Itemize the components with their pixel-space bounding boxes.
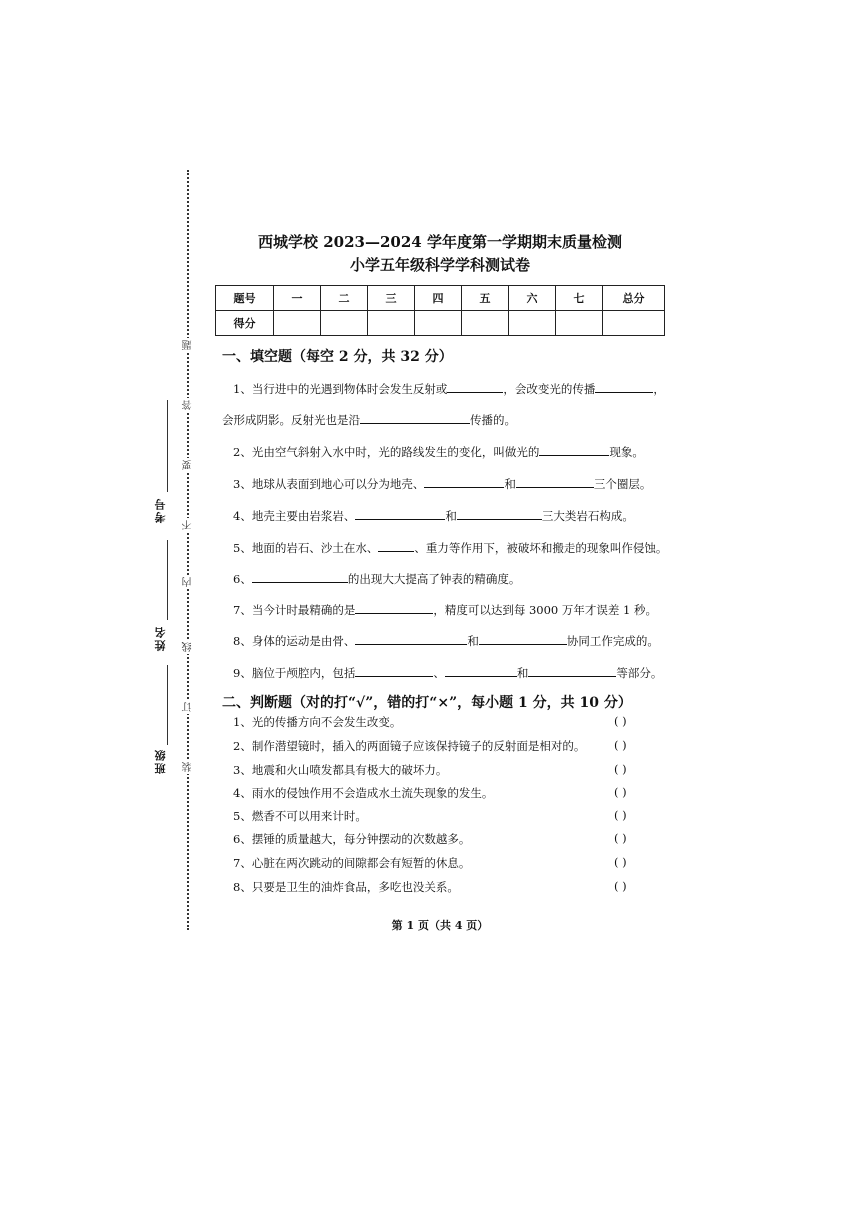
question-6: [233, 570, 520, 587]
binding-warning-char: 订: [183, 702, 194, 712]
question-text: 等部分。: [616, 666, 663, 680]
binding-warning-char: 答: [183, 400, 194, 410]
binding-warning-char: 题: [183, 340, 194, 350]
table-cell: 一: [274, 286, 321, 311]
answer-blank[interactable]: [252, 570, 348, 583]
question-2: [233, 443, 644, 460]
name-label: 姓名: [154, 625, 167, 651]
question-text: 和: [467, 634, 479, 648]
binding-warning-char: 线: [183, 642, 194, 652]
question-text: 协同工作完成的。: [566, 634, 659, 648]
exam-number-line: [167, 400, 168, 492]
answer-blank[interactable]: [539, 443, 609, 456]
answer-parentheses[interactable]: ( ): [614, 762, 627, 776]
score-input-cell[interactable]: [462, 311, 509, 336]
question-text: 、: [433, 666, 445, 680]
binding-warning-char: 内: [183, 577, 194, 587]
question-text: ，: [653, 382, 665, 396]
table-cell: 总分: [603, 286, 665, 311]
question-text: 和: [445, 509, 457, 523]
answer-blank[interactable]: [378, 539, 414, 552]
score-input-cell[interactable]: [368, 311, 415, 336]
answer-parentheses[interactable]: ( ): [614, 808, 627, 822]
answer-blank[interactable]: [355, 507, 445, 520]
question-text: 9、脑位于颅腔内，包括: [233, 666, 356, 680]
answer-blank[interactable]: [595, 380, 653, 393]
judgment-item-1: 1、光的传播方向不会发生改变。: [233, 715, 402, 729]
question-text: 现象。: [609, 445, 644, 459]
question-text: ，会改变光的传播: [503, 382, 596, 396]
question-1-continued: [222, 411, 516, 428]
question-text: 3、地球从表面到地心可以分为地壳、: [233, 477, 425, 491]
answer-blank[interactable]: [424, 475, 504, 488]
table-cell: 六: [509, 286, 556, 311]
question-8: [233, 632, 659, 649]
exam-title: 西城学校 2023—2024 学年度第一学期期末质量检测: [258, 233, 622, 251]
judgment-item-2: 2、制作潜望镜时，插入的两面镜子应该保持镜子的反射面是相对的。: [233, 739, 586, 753]
binding-warning-char: 不: [183, 520, 194, 530]
answer-blank[interactable]: [447, 380, 503, 393]
judgment-item-4: 4、雨水的侵蚀作用不会造成水土流失现象的发生。: [233, 786, 494, 800]
answer-blank[interactable]: [355, 601, 433, 614]
question-text: 传播的。: [470, 413, 516, 427]
question-text: 会形成阴影。反射光也是沿: [222, 413, 360, 427]
table-row: [216, 311, 665, 336]
score-input-cell[interactable]: [556, 311, 603, 336]
answer-blank[interactable]: [360, 411, 470, 424]
judgment-item-6: 6、摆锤的质量越大，每分钟摆动的次数越多。: [233, 832, 471, 846]
answer-parentheses[interactable]: ( ): [614, 879, 627, 893]
binding-warning-char: 要: [183, 460, 194, 470]
table-cell: 五: [462, 286, 509, 311]
score-input-cell[interactable]: [415, 311, 462, 336]
question-text: 三大类岩石构成。: [541, 509, 634, 523]
exam-subtitle: 小学五年级科学学科测试卷: [349, 256, 530, 274]
question-text: 的出现大大提高了钟表的精确度。: [347, 572, 521, 586]
answer-parentheses[interactable]: ( ): [614, 738, 627, 752]
score-input-cell[interactable]: [509, 311, 556, 336]
answer-parentheses[interactable]: ( ): [614, 855, 627, 869]
binding-warning-char: 装: [183, 762, 194, 772]
answer-blank[interactable]: [355, 632, 467, 645]
question-1: [233, 380, 665, 397]
answer-blank[interactable]: [528, 664, 616, 677]
table-row: [216, 286, 665, 311]
class-line: [167, 665, 168, 745]
class-label: 班级: [154, 748, 167, 774]
question-text: 6、: [233, 572, 252, 586]
table-cell: 七: [556, 286, 603, 311]
score-input-cell[interactable]: [603, 311, 665, 336]
question-3: [233, 475, 651, 492]
exam-number-label: 考号: [154, 497, 167, 523]
judgment-item-7: 7、心脏在两次跳动的间隙都会有短暂的休息。: [233, 856, 471, 870]
question-text: 5、地面的岩石、沙土在水、: [233, 541, 379, 555]
answer-parentheses[interactable]: ( ): [614, 831, 627, 845]
judgment-item-5: 5、燃香不可以用来计时。: [233, 809, 367, 823]
table-cell: 四: [415, 286, 462, 311]
score-input-cell[interactable]: [274, 311, 321, 336]
answer-parentheses[interactable]: ( ): [614, 785, 627, 799]
question-4: [233, 507, 634, 524]
binding-dotted-line: [187, 170, 189, 930]
section-heading-fill-blank: 一、填空题（每空 2 分，共 32 分）: [222, 349, 453, 365]
judgment-item-3: 3、地震和火山喷发都具有极大的破坏力。: [233, 763, 448, 777]
answer-blank[interactable]: [457, 507, 542, 520]
answer-blank[interactable]: [479, 632, 567, 645]
question-text: 8、身体的运动是由骨、: [233, 634, 356, 648]
page-number: 第 1 页（共 4 页）: [391, 919, 489, 932]
table-cell: 题号: [216, 286, 274, 311]
answer-blank[interactable]: [445, 664, 517, 677]
question-5: [233, 539, 667, 556]
question-text: 和: [504, 477, 516, 491]
question-text: ，精度可以达到每 3000 万年才误差 1 秒。: [433, 603, 658, 617]
answer-blank[interactable]: [516, 475, 594, 488]
question-text: 7、当今计时最精确的是: [233, 603, 356, 617]
section-heading-true-false: 二、判断题（对的打“√”，错的打“×”，每小题 1 分，共 10 分）: [222, 695, 632, 711]
question-text: 2、光由空气斜射入水中时，光的路线发生的变化，叫做光的: [233, 445, 540, 459]
question-7: [233, 601, 657, 618]
answer-blank[interactable]: [355, 664, 433, 677]
judgment-item-8: 8、只要是卫生的油炸食品，多吃也没关系。: [233, 880, 459, 894]
question-text: 三个圈层。: [593, 477, 652, 491]
score-table: [215, 285, 665, 336]
answer-parentheses[interactable]: ( ): [614, 714, 627, 728]
question-text: 、重力等作用下，被破坏和搬走的现象叫作侵蚀。: [414, 541, 668, 555]
name-line: [167, 540, 168, 620]
table-cell: 二: [321, 286, 368, 311]
score-input-cell[interactable]: [321, 311, 368, 336]
question-text: 4、地壳主要由岩浆岩、: [233, 509, 356, 523]
question-text: 和: [516, 666, 529, 680]
table-cell: 三: [368, 286, 415, 311]
question-text: 1、当行进中的光遇到物体时会发生反射或: [233, 382, 448, 396]
question-9: [233, 664, 662, 681]
table-cell: 得分: [216, 311, 274, 336]
